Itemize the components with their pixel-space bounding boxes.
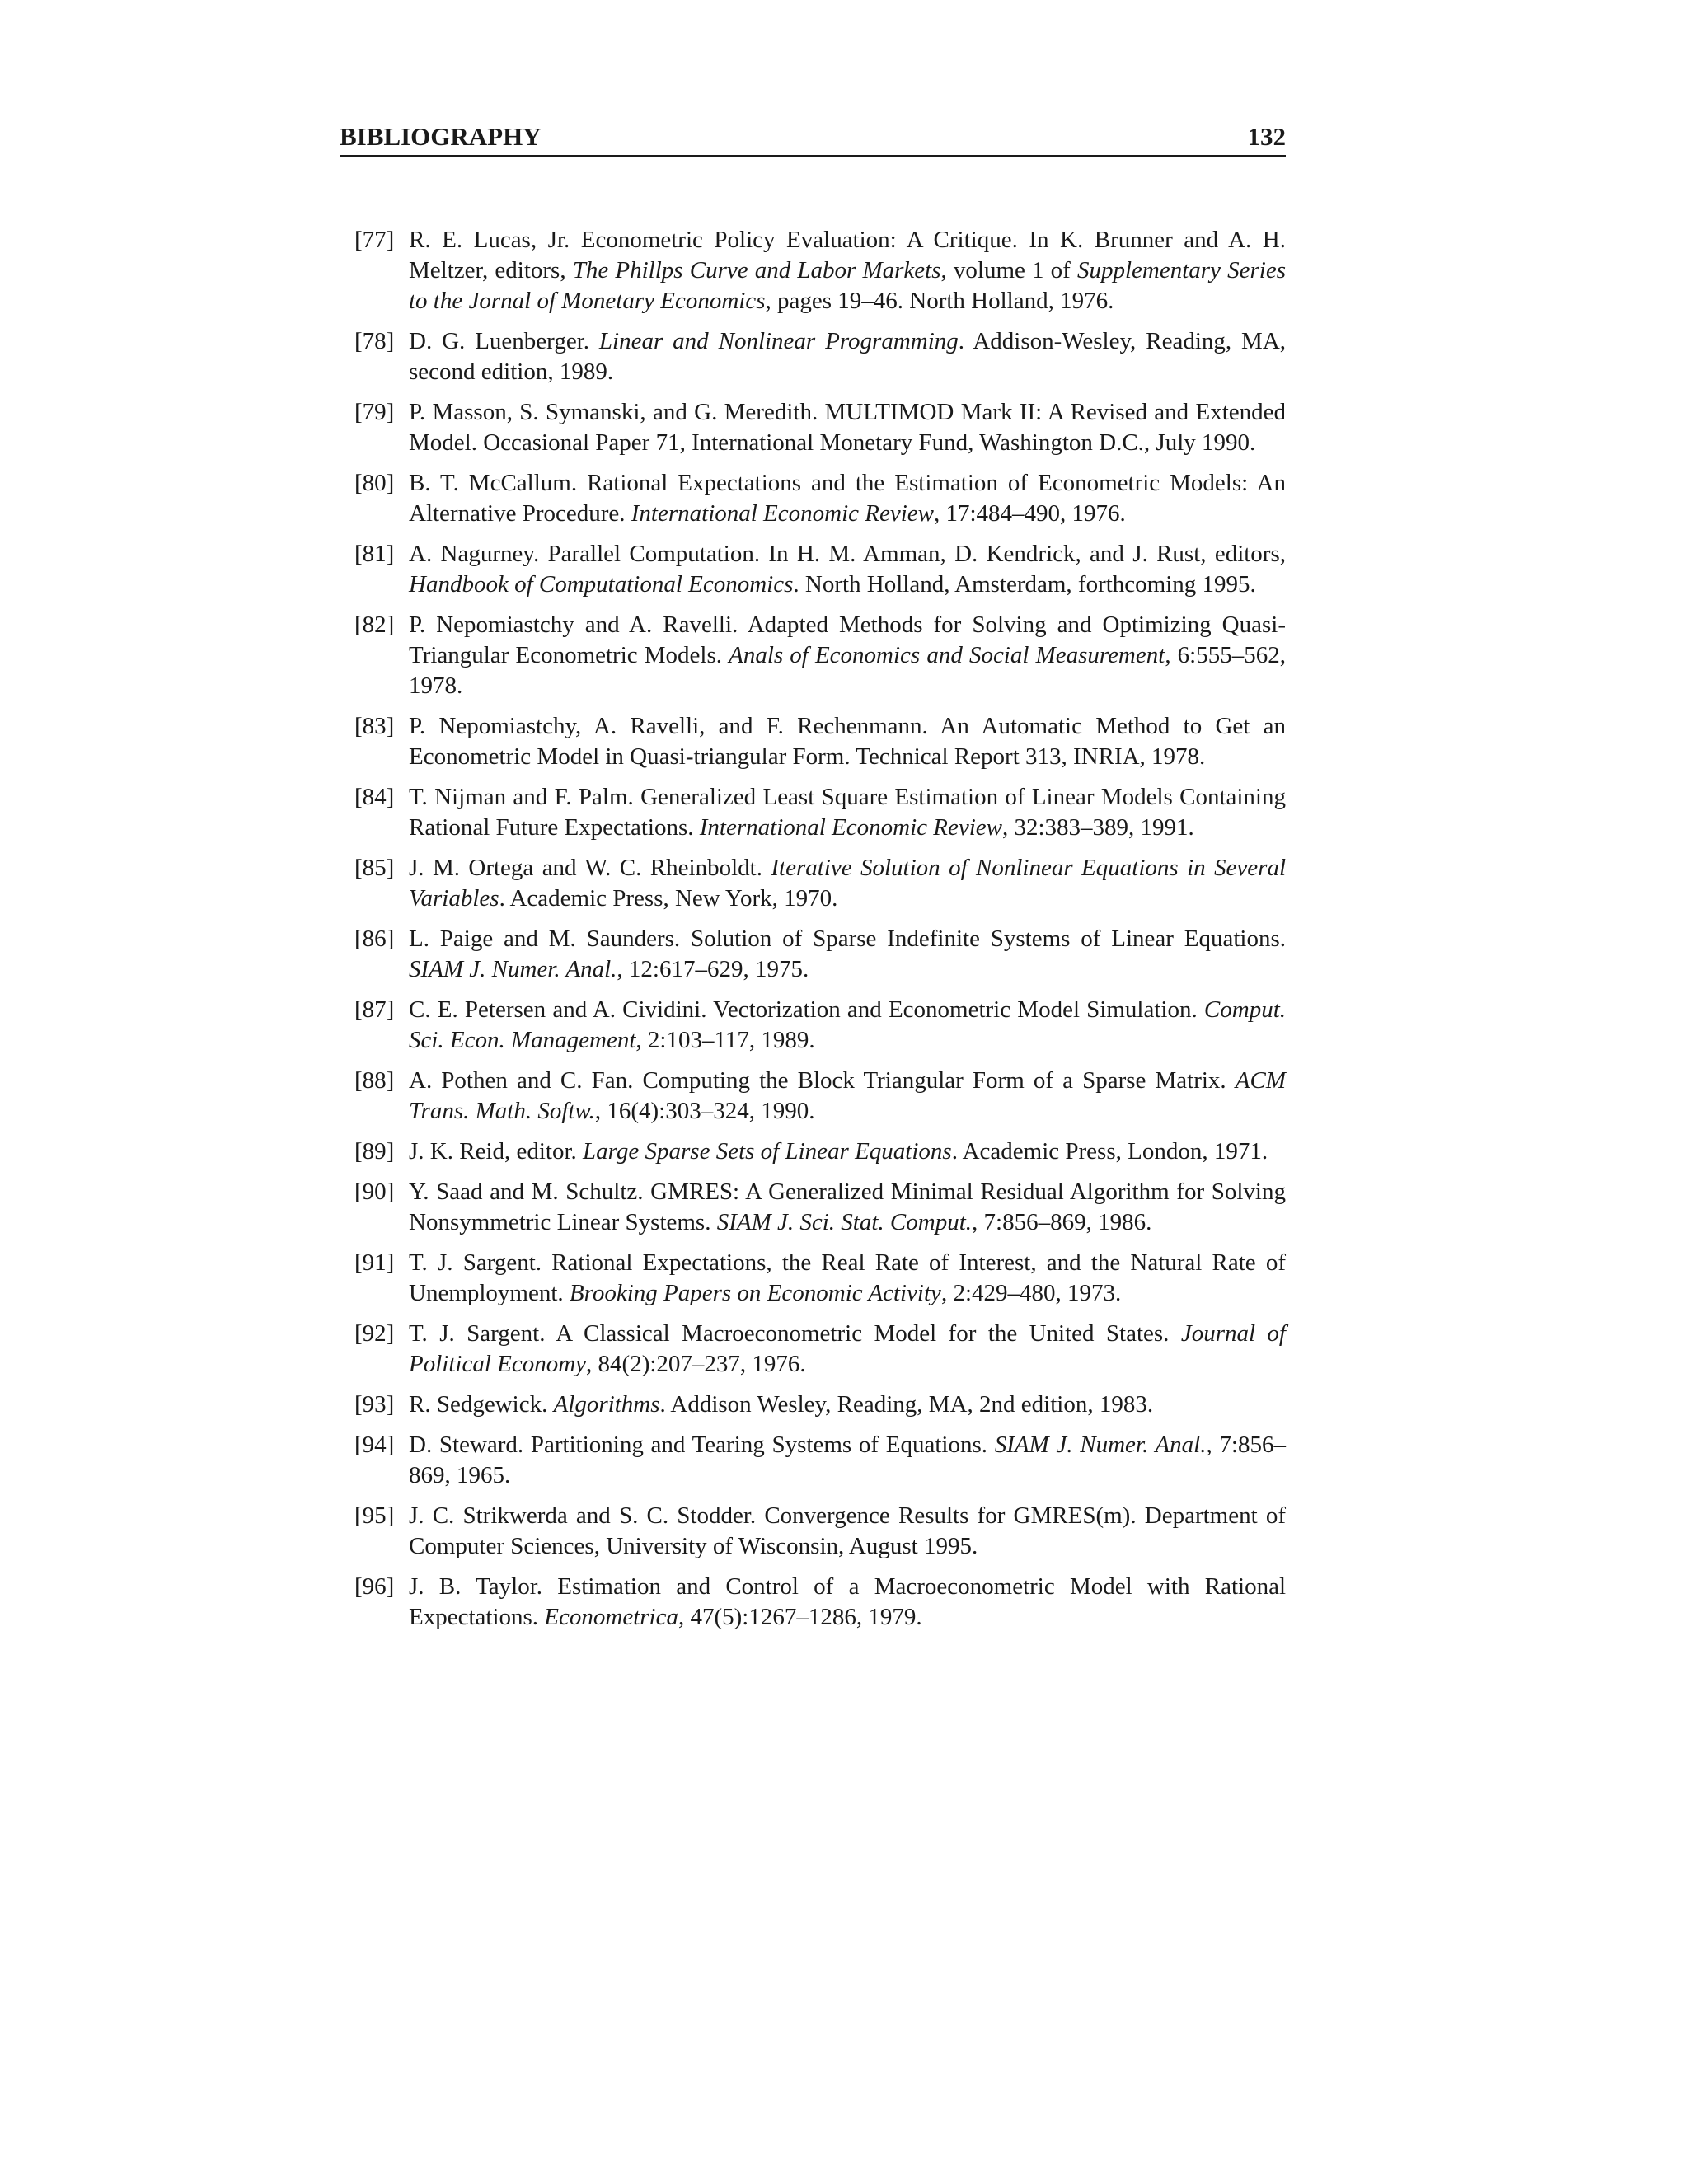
bib-series: Supplementary Series to the Jornal of Monetary Economics	[409, 257, 1286, 314]
bib-title: Large Sparse Sets of Linear Equations	[583, 1138, 952, 1165]
bib-journal: International Economic Review	[631, 500, 934, 527]
bib-text-plain: Y. Saad and M. Schultz. GMRES: A Generalized Minimal Residual Algorithm for Solving Nonsymmetric Linear Systems.	[409, 1179, 1286, 1235]
bib-label: [90]	[354, 1179, 395, 1205]
bib-text-plain: J. K. Reid, editor.	[409, 1138, 584, 1165]
bib-label: [78]	[354, 328, 395, 354]
bib-text-plain: P. Masson, S. Symanski, and G. Meredith. MULTIMOD Mark II: A Revised and Extended Model. Occasional Paper 71, International Monetary Fund, Washington D.C., July 1990.	[409, 399, 1286, 456]
bib-text-plain: B. T. McCallum. Rational Expectations and the Estimation of Econometric Models: An Alternative Procedure.	[409, 470, 1286, 527]
bib-text-plain: A. Pothen and C. Fan. Computing the Block Triangular Form of a Sparse Matrix.	[409, 1067, 1236, 1094]
bib-journal: SIAM J. Numer. Anal.	[994, 1432, 1207, 1458]
bib-label: [86]	[354, 926, 395, 952]
bib-label: [95]	[354, 1502, 395, 1529]
bib-text	[409, 1572, 1286, 1633]
bib-text-plain: R. Sedgewick.	[409, 1391, 554, 1418]
bib-text-plain: P. Nepomiastchy and A. Ravelli. Adapted Methods for Solving and Optimizing Quasi-Triangular Econometric Models.	[409, 612, 1286, 668]
bib-label: [88]	[354, 1067, 395, 1094]
bib-label: [80]	[354, 470, 395, 496]
bib-entry	[354, 1501, 1286, 1562]
page-header	[340, 122, 1286, 157]
bib-journal: Brooking Papers on Economic Activity	[569, 1280, 941, 1306]
bib-label: [91]	[354, 1249, 395, 1276]
bib-text-plain: R. E. Lucas, Jr. Econometric Policy Evaluation: A Critique. In K. Brunner and A. H. Meltzer, editors,	[409, 227, 1286, 284]
bib-label: [87]	[354, 996, 395, 1023]
bib-entry	[354, 1319, 1286, 1380]
bib-title: The Phillps Curve and Labor Markets	[572, 257, 941, 284]
bib-text	[409, 1319, 1286, 1380]
bib-text-tail: , 47(5):1267–1286, 1979.	[678, 1604, 922, 1630]
bib-entry	[354, 1572, 1286, 1633]
bib-text-tail: , 17:484–490, 1976.	[934, 500, 1126, 527]
bib-text-plain: P. Nepomiastchy, A. Ravelli, and F. Rechenmann. An Automatic Method to Get an Econometric Model in Quasi-triangular Form. Technical Report 313, INRIA, 1978.	[409, 713, 1286, 770]
bib-title: Iterative Solution of Nonlinear Equations in Several Variables	[409, 855, 1286, 912]
bib-text	[409, 1390, 1286, 1420]
bib-entry	[354, 539, 1286, 600]
bib-label: [82]	[354, 612, 395, 638]
bib-text-tail: . Academic Press, London, 1971.	[951, 1138, 1268, 1165]
bib-text	[409, 225, 1286, 316]
bib-text-tail: , 16(4):303–324, 1990.	[594, 1098, 815, 1124]
bib-text	[409, 610, 1286, 701]
bib-label: [94]	[354, 1432, 395, 1458]
bib-journal: SIAM J. Sci. Stat. Comput.	[716, 1209, 973, 1235]
bib-text-tail: . North Holland, Amsterdam, forthcoming 1995.	[793, 571, 1256, 598]
bib-text	[409, 468, 1286, 529]
bib-text-plain: D. Steward. Partitioning and Tearing Systems of Equations.	[409, 1432, 995, 1458]
bib-text-plain: D. G. Luenberger.	[409, 328, 599, 354]
bib-label: [85]	[354, 855, 395, 881]
bibliography-list	[354, 225, 1286, 1643]
bib-label: [89]	[354, 1138, 395, 1165]
bib-text	[409, 711, 1286, 772]
bib-entry	[354, 782, 1286, 843]
bib-entry	[354, 1248, 1286, 1309]
bib-entry	[354, 1137, 1286, 1167]
bib-text-plain: C. E. Petersen and A. Cividini. Vectorization and Econometric Model Simulation.	[409, 996, 1204, 1023]
bib-text	[409, 1066, 1286, 1127]
bib-label: [96]	[354, 1573, 395, 1600]
bib-journal: ACM Trans. Math. Softw.	[409, 1067, 1286, 1124]
bib-label: [83]	[354, 713, 395, 739]
bib-entry	[354, 853, 1286, 914]
bib-journal: SIAM J. Numer. Anal.	[409, 956, 617, 982]
running-title: BIBLIOGRAPHY	[340, 122, 542, 151]
bib-entry	[354, 1066, 1286, 1127]
bib-label: [84]	[354, 784, 395, 810]
bib-journal: Comput. Sci. Econ. Management	[409, 996, 1286, 1053]
bib-entry	[354, 326, 1286, 387]
bib-journal: Anals of Economics and Social Measurement	[729, 642, 1165, 668]
bib-text-plain: A. Nagurney. Parallel Computation. In H. M. Amman, D. Kendrick, and J. Rust, editors,	[409, 541, 1286, 567]
bib-label: [81]	[354, 541, 395, 567]
bib-text	[409, 1248, 1286, 1309]
bib-text-plain: J. C. Strikwerda and S. C. Stodder. Convergence Results for GMRES(m). Department of Computer Sciences, University of Wisconsin, August 1995.	[409, 1502, 1286, 1559]
bib-journal: Journal of Political Economy	[409, 1320, 1286, 1377]
bib-text	[409, 1430, 1286, 1491]
page-number: 132	[1247, 122, 1286, 151]
bib-text-mid: , volume 1 of	[940, 257, 1077, 284]
bib-text-plain: T. Nijman and F. Palm. Generalized Least Square Estimation of Linear Models Containing Rational Future Expectations.	[409, 784, 1286, 841]
bib-text	[409, 397, 1286, 458]
bib-text-plain: T. J. Sargent. Rational Expectations, the Real Rate of Interest, and the Natural Rate of Unemployment.	[409, 1249, 1286, 1306]
bib-text-tail: , 7:856–869, 1965.	[409, 1432, 1286, 1488]
bib-entry	[354, 711, 1286, 772]
bib-text-plain: J. M. Ortega and W. C. Rheinboldt.	[409, 855, 771, 881]
bib-text	[409, 853, 1286, 914]
bib-text-tail: , 84(2):207–237, 1976.	[586, 1351, 806, 1377]
bib-journal: Econometrica	[544, 1604, 678, 1630]
bib-text-plain: J. B. Taylor. Estimation and Control of a Macroeconometric Model with Rational Expectations.	[409, 1573, 1286, 1630]
bib-title: Linear and Nonlinear Programming	[598, 328, 959, 354]
bib-entry	[354, 1430, 1286, 1491]
bib-text	[409, 995, 1286, 1056]
bib-text-tail: , 7:856–869, 1986.	[972, 1209, 1152, 1235]
bib-label: [79]	[354, 399, 395, 425]
bib-text-tail: . Addison Wesley, Reading, MA, 2nd edition, 1983.	[659, 1391, 1154, 1418]
bib-text-tail: . Academic Press, New York, 1970.	[499, 885, 838, 912]
bib-entry	[354, 610, 1286, 701]
bib-text-plain: L. Paige and M. Saunders. Solution of Sparse Indefinite Systems of Linear Equations.	[409, 926, 1286, 952]
bib-entry	[354, 397, 1286, 458]
bib-entry	[354, 468, 1286, 529]
bib-entry	[354, 1390, 1286, 1420]
bib-text-tail: , 6:555–562, 1978.	[409, 642, 1286, 699]
bib-journal: International Economic Review	[699, 814, 1002, 841]
bib-entry	[354, 924, 1286, 985]
bib-entry	[354, 225, 1286, 316]
bib-entry	[354, 1177, 1286, 1238]
bib-text	[409, 782, 1286, 843]
bib-label: [77]	[354, 227, 395, 253]
bib-text	[409, 1501, 1286, 1562]
bib-text-tail: , 2:429–480, 1973.	[940, 1280, 1122, 1306]
bib-text-tail: , pages 19–46. North Holland, 1976.	[765, 288, 1114, 314]
bib-text	[409, 539, 1286, 600]
bib-title: Handbook of Computational Economics	[409, 571, 794, 598]
bib-text-tail: , 32:383–389, 1991.	[1002, 814, 1194, 841]
bib-text-plain: T. J. Sargent. A Classical Macroeconometric Model for the United States.	[409, 1320, 1181, 1347]
bib-text-tail: , 2:103–117, 1989.	[635, 1027, 815, 1053]
bib-text-tail: . Addison-Wesley, Reading, MA, second edition, 1989.	[409, 328, 1287, 385]
bib-text	[409, 1177, 1286, 1238]
bib-text	[409, 924, 1286, 985]
bib-title: Algorithms	[553, 1391, 660, 1418]
bib-text	[409, 326, 1286, 387]
bib-label: [93]	[354, 1391, 395, 1418]
bib-entry	[354, 995, 1286, 1056]
bib-label: [92]	[354, 1320, 395, 1347]
bib-text	[409, 1137, 1286, 1167]
bib-text-tail: , 12:617–629, 1975.	[617, 956, 809, 982]
